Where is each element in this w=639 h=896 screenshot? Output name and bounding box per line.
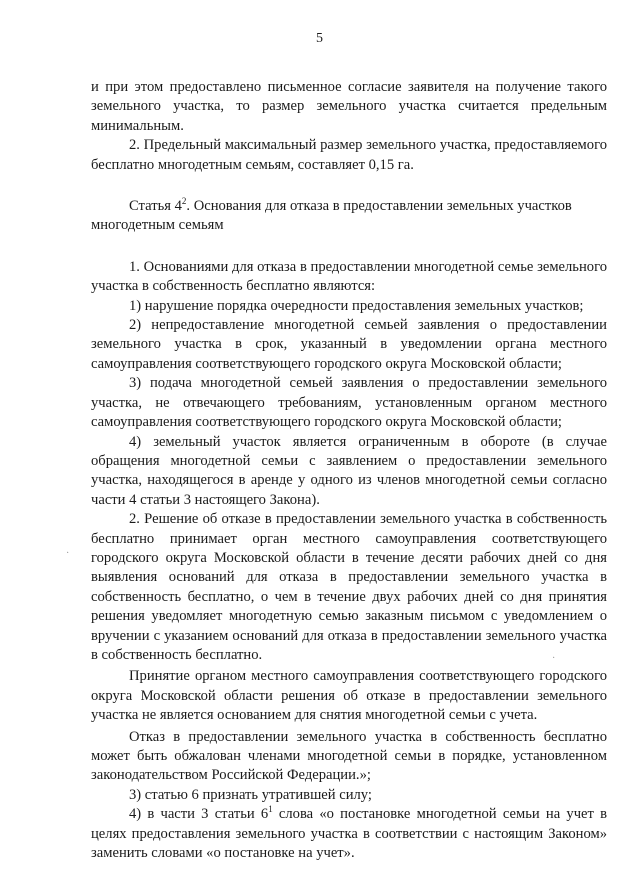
amendment-item-3: 3) статью 6 признать утратившей силу; [129, 786, 372, 803]
article-clause-1: 1. Основаниями для отказа в предоставлении многодетной семье земельного участка в собственность бесплатно являются: [91, 258, 607, 295]
amendment-item-4-prefix: 4) в части 3 статьи 6 [129, 806, 269, 823]
article-clause-1-item-3: 3) подача многодетной семьей заявления о предоставлении земельного участка, не отвечающего требованиям, установленным органом местного самоуправления соответствующего городского округа Московской области; [91, 375, 607, 431]
document-body [91, 78, 607, 863]
article-heading [91, 197, 607, 236]
article-clause-2: 2. Решение об отказе в предоставлении земельного участка в собственность бесплатно принимает орган местного самоуправления соответствующего городского округа Московской области в течение десяти рабочих дней со дня выявления оснований для отказа в предоставлении земельного участка в собственность бесплатно, о чем в течение двух рабочих дней со дня принятия решения уведомляет многодетную семью заказным письмом с уведомлением о вручении с указанием оснований для отказа в предоставлении земельного участка в собственность бесплатно. [91, 511, 607, 663]
paragraph-continuation: и при этом предоставлено письменное согласие заявителя на получение такого земельного участка, то размер земельного участка считается предельным минимальным. [91, 79, 607, 134]
article-clause-1-item-2: 2) непредоставление многодетной семьей заявления о предоставлении земельного участка в срок, указанный в уведомлении органа местного самоуправления соответствующего городского округа Московской области; [91, 317, 607, 372]
article-clause-2-appeal: Отказ в предоставлении земельного участка в собственность бесплатно может быть обжалован членами многодетной семьи в порядке, установленном законодательством Российской Федерации.»; [91, 728, 607, 784]
article-clause-1-item-1: 1) нарушение порядка очередности предоставления земельных участков; [129, 297, 584, 314]
scan-speck: · [66, 548, 70, 559]
amendment-item-4-rest: слова «о постановке многодетной семьи на учет в целях предоставления земельного участка в соответствии с настоящим Законом» заменить словами «о постановке на учет». [91, 806, 607, 862]
page-number: 5 [316, 31, 323, 46]
article-heading-title: . Основания для отказа в предоставлении земельных участков многодетным семьям [91, 198, 572, 234]
amendment-item-4-superscript: 1 [268, 804, 273, 815]
article-heading-prefix: Статья 4 [129, 198, 182, 215]
article-heading-superscript: 2 [181, 196, 187, 207]
paragraph-max-size: 2. Предельный максимальный размер земельного участка, предоставляемого бесплатно многодетным семьям, составляет 0,15 га. [91, 137, 607, 173]
article-clause-1-item-4: 4) земельный участок является ограниченным в обороте (в случае обращения многодетной семьи с заявлением о предоставлении земельного участка, находящегося в аренде у одного из членов многодетной семьи согласно части 4 статьи 3 настоящего Закона). [91, 433, 607, 508]
amendment-item-4 [91, 805, 607, 863]
article-clause-2-note: Принятие органом местного самоуправления соответствующего городского округа Московской области решения об отказе в предоставлении земельного участка не является основанием для снятия многодетной семьи с учета. [91, 668, 607, 724]
scan-speck: · [552, 653, 556, 664]
